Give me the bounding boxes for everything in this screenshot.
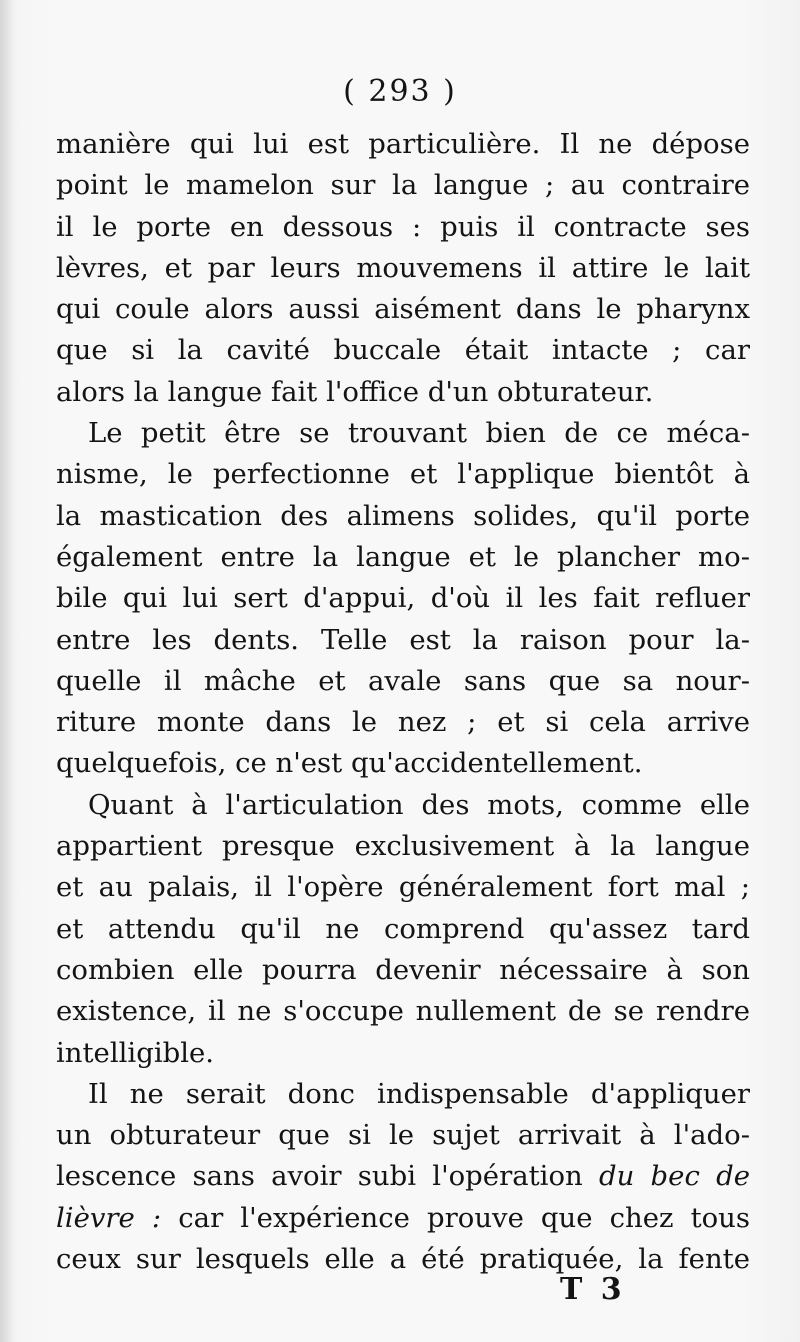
text-line-mixed (56, 1198, 750, 1239)
text-line: entre les dents. Telle est la raison pour la- (56, 623, 750, 656)
text-line: qui coule alors aussi aisément dans le pharynx (56, 293, 750, 326)
text-line: quelquefois, ce n'est qu'accidentellement. (56, 747, 643, 780)
body-text (56, 124, 750, 1280)
text-line: appartient presque exclusivement à la langue (56, 830, 750, 863)
text-line: il le porte en dessous : puis il contracte ses (56, 210, 750, 243)
text-line: bile qui lui sert d'appui, d'où il les fait refluer (56, 582, 750, 615)
text-line: la mastication des alimens solides, qu'il porte (56, 499, 750, 532)
text-line: et au palais, il l'opère généralement fort mal ; (56, 871, 750, 904)
paragraph-2 (56, 413, 750, 785)
text-line: alors la langue fait l'office d'un obturateur. (56, 375, 654, 408)
text-line: combien elle pourra devenir nécessaire à son (56, 953, 750, 986)
text-line: manière qui lui est particulière. Il ne dépose (56, 128, 750, 160)
paragraph-3 (56, 785, 750, 1074)
text-segment: lescence sans avoir subi l'opération (56, 1160, 583, 1193)
text-line: quelle il mâche et avale sans que sa nour- (56, 664, 750, 697)
page-number: ( 293 ) (343, 74, 457, 109)
text-line-mixed (56, 1156, 750, 1197)
text-line: également entre la langue et le plancher mo- (56, 540, 750, 573)
text-line: lèvres, et par leurs mouvemens il attire le lait (56, 251, 750, 284)
italic-phrase: du bec de (598, 1160, 750, 1193)
text-segment: car l'expérience prouve que chez tous (178, 1201, 750, 1234)
text-line: point le mamelon sur la langue ; au contraire (56, 169, 750, 202)
text-line: Quant à l'articulation des mots, comme elle (88, 788, 750, 821)
text-line: existence, il ne s'occupe nullement de se rendre (56, 995, 750, 1028)
text-line: intelligible. (56, 1036, 215, 1069)
text-line: ceux sur lesquels elle a été pratiquée, la fente (56, 1243, 750, 1276)
paragraph-1 (56, 124, 750, 413)
italic-phrase: lièvre : (56, 1201, 162, 1234)
text-line: Le petit être se trouvant bien de ce méca- (88, 417, 750, 450)
text-line: nisme, le perfectionne et l'applique bientôt à (56, 458, 750, 491)
text-line: Il ne serait donc indispensable d'appliquer (88, 1077, 750, 1110)
printer-signature-mark: T 3 (560, 1272, 626, 1307)
text-line: riture monte dans le nez ; et si cela arrive (56, 706, 750, 739)
paragraph-4 (56, 1074, 750, 1280)
text-line: et attendu qu'il ne comprend qu'assez tard (56, 912, 750, 945)
text-line: un obturateur que si le sujet arrivait à l'ado- (56, 1119, 750, 1152)
text-line: que si la cavité buccale était intacte ; car (56, 334, 750, 367)
